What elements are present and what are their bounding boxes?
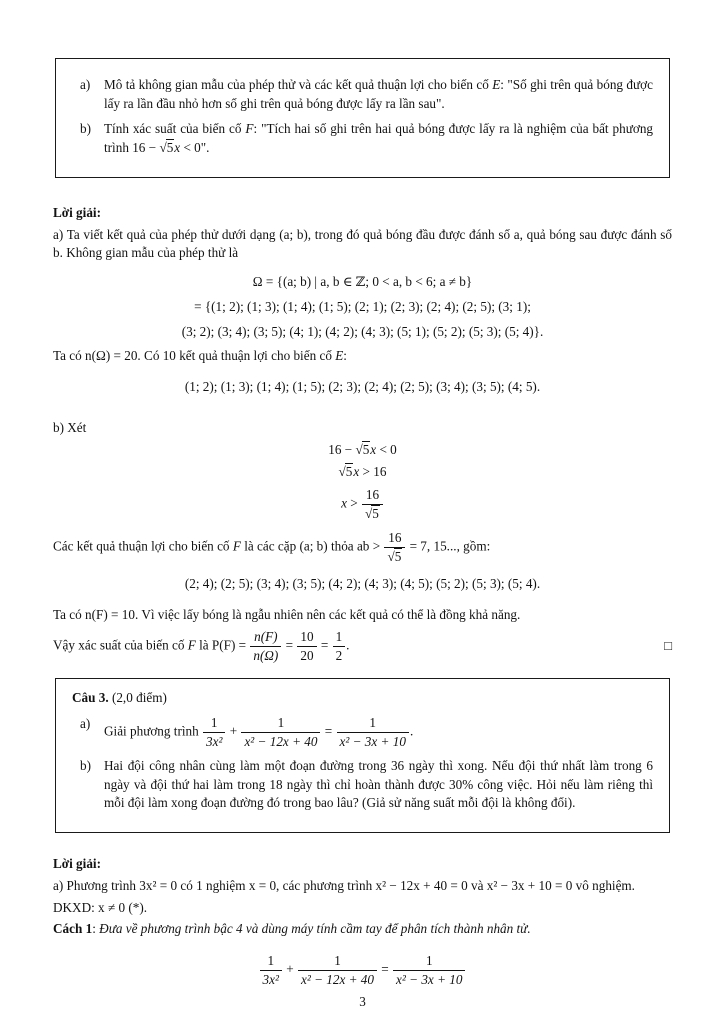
sqrt-radical-icon: √	[387, 549, 395, 565]
equation-enum-line-1: = {(1; 2); (1; 3); (1; 4); (1; 5); (2; 1); (2; 3); (2; 4); (2; 5); (3; 1);	[194, 298, 531, 314]
problem-item-a	[72, 76, 653, 113]
cach1-label: Cách 1	[53, 921, 93, 937]
fraction-numerator: 16	[384, 530, 405, 548]
text-run: 16 −	[328, 441, 356, 457]
equals-sign: =	[321, 723, 336, 739]
cau3-item-b	[72, 757, 653, 813]
fraction-denominator: x² − 12x + 40	[300, 972, 374, 988]
fraction-denominator	[384, 548, 405, 565]
fraction	[240, 715, 321, 750]
text-run: : "Số ghi trên quả bóng được lấy ra lần đầu nhỏ hơn số ghi trên quả bóng được lấy ra lần sau".	[104, 77, 653, 111]
fraction-numerator: 1	[241, 715, 320, 733]
sqrt-radicand: 5	[372, 506, 379, 522]
fraction-numerator: 1	[337, 715, 409, 733]
fraction-numerator: n(F)	[250, 629, 281, 647]
fraction-denominator: 20	[300, 647, 314, 663]
fraction-numerator: 1	[333, 629, 346, 647]
math-var-x: x	[370, 441, 377, 457]
sqrt-radical-icon: √	[338, 464, 346, 480]
sqrt-radical-icon: √	[355, 441, 363, 457]
sqrt-radicand: 5	[345, 464, 353, 480]
fraction	[392, 953, 466, 988]
math-var-F: F	[232, 538, 241, 554]
cach1-description: Đưa về phương trình bậc 4 và dùng máy tính cầm tay để phân tích thành nhân tử.	[99, 921, 531, 937]
cau3-points: (2,0 điểm)	[108, 690, 167, 706]
fraction	[332, 628, 350, 664]
fraction	[249, 629, 282, 664]
solution1-para-n	[53, 347, 672, 366]
text-run: = 7, 15..., gồm:	[406, 538, 491, 554]
text-run: là các cặp (a; b) thỏa ab >	[240, 538, 384, 554]
fraction	[259, 953, 283, 988]
fraction-denominator: 2	[335, 647, 343, 663]
equals-sign: =	[282, 637, 297, 653]
solution1-conclusion-line	[53, 629, 672, 664]
fraction-numerator: 1	[260, 953, 282, 971]
math-var-x: x	[174, 140, 181, 156]
fraction	[336, 715, 410, 750]
equation-omega: Ω = {(a; b) | a, b ∈ ℤ; 0 < a, b < 6; a ≠ b}	[252, 274, 473, 290]
relation-sign: >	[346, 495, 362, 511]
cau3-title-line	[72, 689, 653, 708]
text-run: :	[343, 348, 347, 364]
fraction-denominator: x² − 3x + 10	[339, 733, 406, 749]
equation-inequality-2	[53, 463, 672, 482]
text-run: .	[409, 723, 414, 739]
item-a-label: a)	[80, 77, 91, 92]
text-run: > 16	[359, 464, 387, 480]
cau3-item-a	[72, 715, 653, 750]
text-run: < 0".	[180, 140, 210, 156]
fraction-denominator: 3x²	[206, 733, 223, 749]
solution-heading-1: Lời giải:	[53, 204, 101, 220]
fraction-denominator: x² − 12x + 40	[244, 733, 318, 749]
fraction-numerator: 10	[297, 629, 316, 647]
sqrt-radicand: 5	[166, 140, 174, 156]
equation-list-E: (1; 2); (1; 3); (1; 4); (1; 5); (2; 3); (2; 4); (2; 5); (3; 4); (3; 5); (4; 5).	[184, 379, 541, 395]
solution-heading-2: Lời giải:	[53, 856, 101, 872]
solution2-para-a: a) Phương trình 3x² = 0 có 1 nghiệm x = 0, các phương trình x² − 12x + 40 = 0 và x² − 3x + 10 = 0 vô nghiệm.	[53, 877, 635, 893]
math-var-F: F	[187, 637, 196, 653]
solution2-cach1-line	[53, 920, 672, 939]
cau3-title: Câu 3.	[72, 690, 109, 706]
equation-list-F: (2; 4); (2; 5); (3; 4); (3; 5); (4; 2); (4; 3); (4; 5); (5; 2); (5; 3); (5; 4).	[184, 576, 541, 592]
text-run: Vậy xác suất của biến cố	[53, 637, 188, 653]
text-run: Mô tả không gian mẫu của phép thử và các kết quả thuận lợi cho biến cố	[104, 77, 493, 92]
fraction-numerator: 1	[393, 953, 465, 971]
equation-enum-line-2: (3; 2); (3; 4); (3; 5); (4; 1); (4; 2); (4; 3); (5; 1); (5; 2); (5; 3); (5; 4)}.	[181, 323, 544, 339]
fraction-denominator	[362, 505, 383, 522]
math-var-E: E	[335, 348, 344, 364]
problem-item-b	[72, 120, 653, 157]
text-run: .	[346, 637, 350, 653]
sqrt-radicand: 5	[394, 549, 402, 565]
fraction	[202, 715, 226, 750]
text-run: : "Tích hai số ghi trên hai quả bóng được lấy ra là nghiệm của bất phương trình 16 −	[104, 121, 654, 156]
fraction-denominator: 3x²	[262, 972, 279, 988]
fraction	[361, 487, 384, 522]
math-var-F: F	[245, 121, 254, 137]
item-b-text	[104, 120, 653, 157]
fraction	[383, 530, 406, 565]
item-b-label: b)	[80, 757, 91, 773]
plus-sign: +	[226, 723, 241, 739]
sqrt-radical-icon: √	[365, 506, 373, 522]
qed-square-icon: □	[664, 638, 672, 654]
solution1-para-a: a) Ta viết kết quả của phép thử dưới dạng (a; b), trong đó quả bóng đầu được đánh số a, quả bóng sau được đánh số b. Không gian mẫu của phép thử là	[53, 226, 672, 261]
sqrt-radicand: 5	[362, 441, 370, 457]
item-a-label: a)	[80, 715, 91, 731]
fraction-numerator: 1	[298, 953, 377, 971]
equals-sign: =	[378, 961, 393, 977]
math-var-x: x	[353, 464, 360, 480]
fraction	[296, 629, 317, 664]
fraction-denominator: x² − 3x + 10	[396, 972, 463, 988]
math-var-E: E	[492, 77, 501, 92]
text-run: :	[92, 921, 100, 937]
text-run: là P(F) =	[195, 637, 250, 653]
plus-sign: +	[282, 961, 297, 977]
conclusion-text	[53, 629, 656, 664]
sqrt-radical-icon: √	[159, 140, 167, 156]
solution1-para-f	[53, 530, 672, 565]
item-b-label: b)	[80, 121, 91, 137]
solution1-para-nf: Ta có n(F) = 10. Vì việc lấy bóng là ngẫu nhiên nên các kết quả có thể là đồng khả năng.	[53, 607, 521, 623]
equals-sign: =	[317, 637, 332, 653]
equation-final	[53, 953, 672, 988]
equation-inequality-3	[53, 487, 672, 522]
equation-inequality-1	[53, 441, 672, 460]
problem-box-cau3	[55, 678, 670, 833]
page-number: 3	[359, 994, 366, 1010]
fraction-denominator: n(Ω)	[253, 647, 279, 663]
item-a-text	[104, 715, 653, 750]
math-var-x: x	[341, 495, 347, 511]
item-a-text	[104, 76, 653, 113]
solution2-dkxd: DKXD: x ≠ 0 (*).	[53, 899, 148, 915]
solution1-para-b: b) Xét	[53, 419, 87, 435]
fraction	[297, 953, 378, 988]
text-run: Ta có n(Ω) = 20. Có 10 kết quả thuận lợi cho biến cố	[53, 348, 336, 364]
text-run: Tính xác suất của biến cố	[104, 121, 246, 137]
fraction-numerator: 16	[362, 487, 383, 505]
fraction-numerator: 1	[203, 715, 225, 733]
text-run: < 0	[376, 441, 397, 457]
text-run: Giải phương trình	[104, 723, 202, 739]
text-run: Các kết quả thuận lợi cho biến cố	[53, 538, 233, 554]
item-b-text: Hai đội công nhân cùng làm một đoạn đường trong 36 ngày thì xong. Nếu đội thứ nhất làm trong 6 ngày và đội thứ hai làm trong 18 ngày thì chỉ hoàn thành được 30% công việc. Hỏi nếu làm riêng thì mỗi đội làm xong đoạn đường đó trong bao lâu? (Giả sử năng suất mỗi đội là không đổi).	[104, 757, 653, 811]
problem-statement-box	[55, 58, 670, 178]
